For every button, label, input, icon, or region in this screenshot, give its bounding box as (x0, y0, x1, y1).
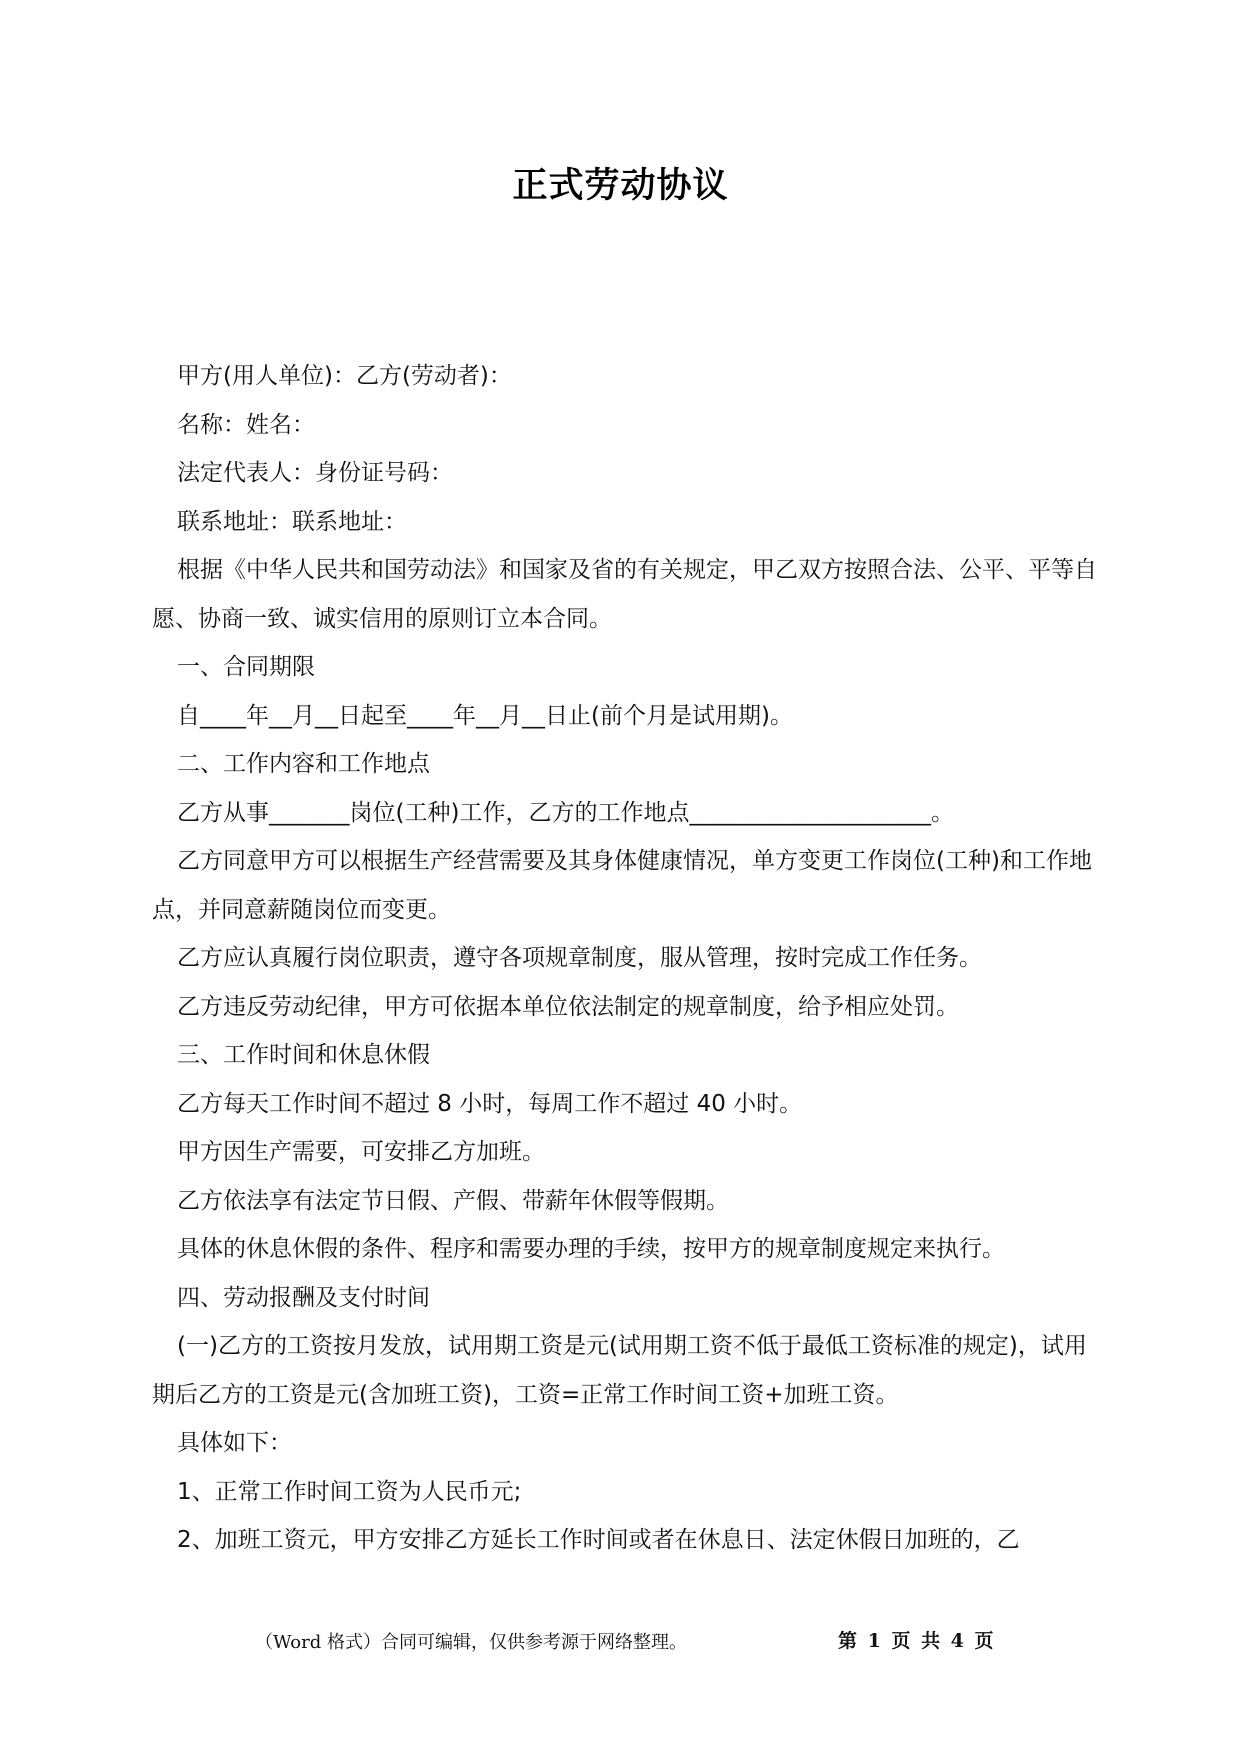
paragraph-duties: 乙方应认真履行岗位职责，遵守各项规章制度，服从管理，按时完成工作任务。 (177, 945, 982, 971)
paragraph-overtime: 甲方因生产需要，可安排乙方加班。 (177, 1139, 545, 1165)
document-body (152, 352, 1100, 1565)
paragraph-term-dates: 自____年__月__日起至____年__月__日止(前个月是试用期)。 (177, 702, 793, 729)
paragraph-post-change: 乙方同意甲方可以根据生产经营需要及其身体健康情况，单方变更工作岗位(工种)和工作地点，并同意薪随岗位而变更。 (152, 848, 1092, 923)
paragraph-overtime-wage: 2、加班工资元，甲方安排乙方延长工作时间或者在休息日、法定休假日加班的，乙 (177, 1527, 1020, 1553)
section-heading-work-content: 二、工作内容和工作地点 (177, 751, 430, 777)
section-heading-remuneration: 四、劳动报酬及支付时间 (177, 1284, 430, 1311)
paragraph-post-location: 乙方从事_______岗位(工种)工作，乙方的工作地点_____________________。 (177, 799, 954, 826)
paragraph-leave-procedure: 具体的休息休假的条件、程序和需要办理的手续，按甲方的规章制度规定来执行。 (177, 1236, 1005, 1262)
paragraph-salary: (一)乙方的工资按月发放，试用期工资是元(试用期工资不低于最低工资标准的规定)，试用期后乙方的工资是元(含加班工资)，工资=正常工作时间工资+加班工资。 (152, 1333, 1087, 1408)
paragraph-normal-wage: 1、正常工作时间工资为人民币元; (177, 1478, 522, 1505)
footer-note: （Word 格式）合同可编辑，仅供参考源于网络整理。 (255, 1632, 687, 1653)
paragraph-details-intro: 具体如下： (177, 1430, 292, 1456)
paragraph-party-a-b: 甲方(用人单位)：乙方(劳动者)： (177, 363, 512, 389)
document-title: 正式劳动协议 (512, 166, 729, 206)
section-heading-term: 一、合同期限 (177, 654, 315, 680)
paragraph-representative: 法定代表人：身份证号码： (177, 460, 453, 486)
section-heading-work-hours: 三、工作时间和休息休假 (177, 1042, 430, 1068)
paragraph-preamble: 根据《中华人民共和国劳动法》和国家及省的有关规定，甲乙双方按照合法、公平、平等自愿、协商一致、诚实信用的原则订立本合同。 (152, 557, 1097, 632)
footer-page-number: 第 1 页 共 4 页 (838, 1630, 996, 1652)
paragraph-discipline: 乙方违反劳动纪律，甲方可依据本单位依法制定的规章制度，给予相应处罚。 (177, 993, 959, 1020)
paragraph-address: 联系地址：联系地址： (177, 508, 407, 535)
paragraph-hours-limit: 乙方每天工作时间不超过 8 小时，每周工作不超过 40 小时。 (177, 1090, 803, 1117)
paragraph-holidays: 乙方依法享有法定节日假、产假、带薪年休假等假期。 (177, 1187, 729, 1214)
paragraph-name: 名称：姓名： (177, 411, 315, 438)
